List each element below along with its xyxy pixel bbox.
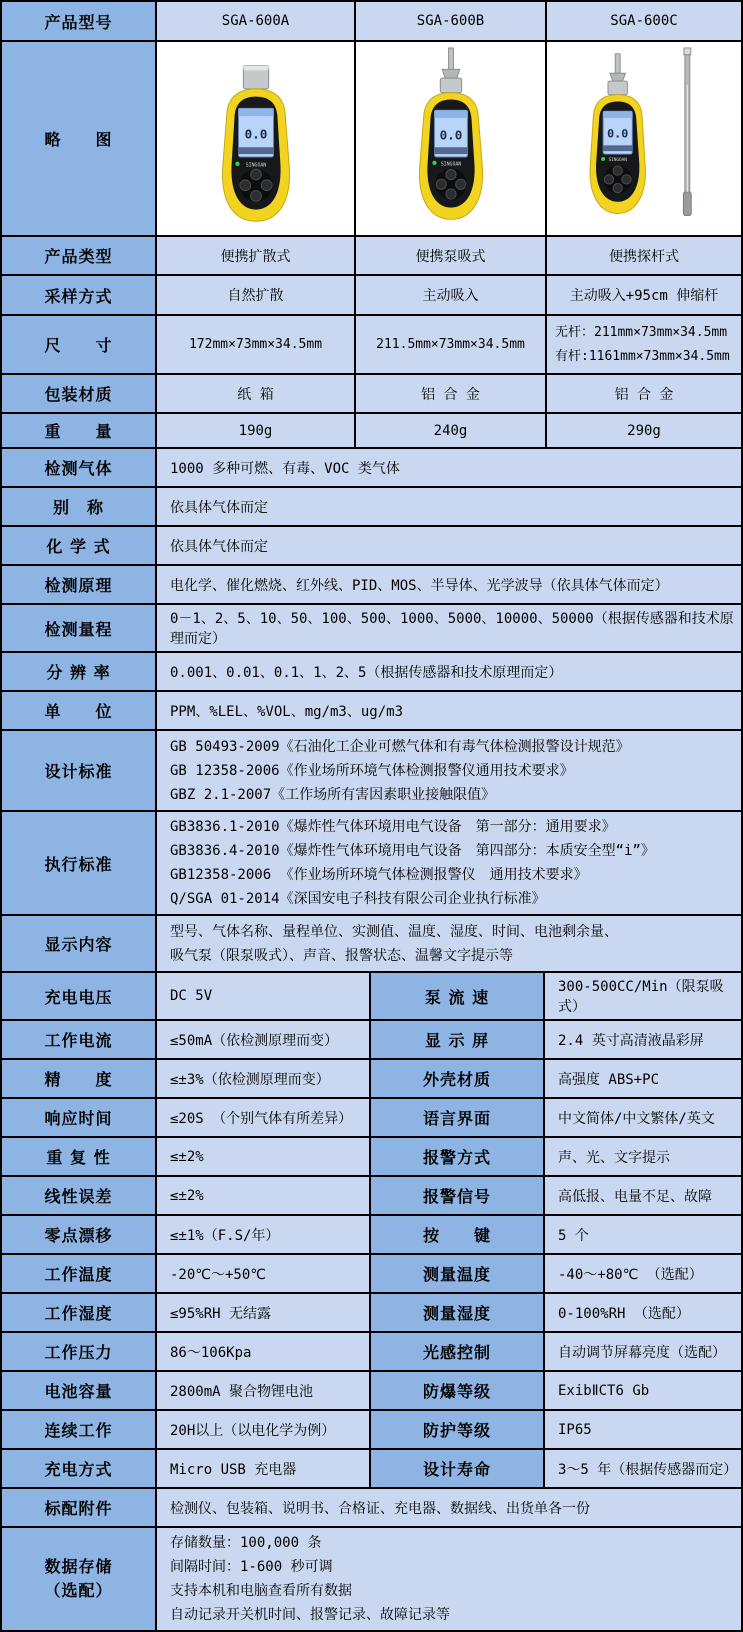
row-value-left: ≤95%RH 无结露 [155,1294,369,1331]
device-image-sga-600c [545,42,741,235]
sampling-c: 主动吸入+95cm 伸缩杆 [545,276,741,314]
row-label: 别 称 [2,488,155,525]
table-row-sketch [2,40,741,235]
table-row-size [2,314,741,373]
table-row-product-model [2,2,741,40]
row-value-left: ≤20S （个别气体有所差异） [155,1099,369,1136]
row-value: 1000 多种可燃、有毒、VOC 类气体 [155,449,741,486]
size-a: 172mm×73mm×34.5mm [155,316,354,373]
display-line: 型号、气体名称、量程单位、实测值、温度、湿度、时间、电池剩余量、 [170,923,618,940]
table-row-weight [2,412,741,447]
table-row [2,690,741,729]
row-label-right: 显 示 屏 [369,1021,543,1058]
brand-text: SINGOAN [440,161,461,168]
standard-line: GB3836.1-2010《爆炸性气体环境用电气设备 第一部分：通用要求》 [170,819,616,835]
screen-reading: 0.0 [607,126,629,141]
standard-line: GB12358-2006 《作业场所环境气体检测报警仪 通用技术要求》 [170,867,588,883]
device-b-illustration [376,46,526,231]
device-image-sga-600b [354,42,545,235]
row-label-right: 防护等级 [369,1411,543,1448]
size-b: 211.5mm×73mm×34.5mm [354,316,545,373]
storage-label-line1: 数据存储 [44,1557,113,1576]
row-label: 设计标准 [2,731,155,810]
row-label-right: 测量温度 [369,1255,543,1292]
row-value: 0－1、2、5、10、50、100、500、1000、5000、10000、50000（根据传感器和技术原理而定） [155,605,741,651]
row-value: 电化学、催化燃烧、红外线、PID、MOS、半导体、光学波导（依具体气体而定） [155,566,741,603]
table-row [2,1019,741,1058]
row-label-left: 工作湿度 [2,1294,155,1331]
pack-a: 纸 箱 [155,375,354,412]
row-label-right: 防爆等级 [369,1372,543,1409]
table-row [2,1097,741,1136]
sampling-a: 自然扩散 [155,276,354,314]
row-value-left: ≤±1%（F.S/年） [155,1216,369,1253]
row-value-left: ≤±2% [155,1177,369,1214]
row-value-left: ≤±2% [155,1138,369,1175]
row-label: 重 量 [2,414,155,447]
table-row [2,1370,741,1409]
row-label-left: 工作温度 [2,1255,155,1292]
row-value-left: ≤50mA（依检测原理而变） [155,1021,369,1058]
table-row-product-type [2,235,741,274]
row-value-right: 2.4 英寸高清液晶彩屏 [543,1021,741,1058]
standard-line: GB3836.4-2010《爆炸性气体环境用电气设备 第四部分：本质安全型“i”》 [170,843,655,859]
row-label-left: 工作压力 [2,1333,155,1370]
row-value: 依具体气体而定 [155,488,741,525]
row-value-left: ≤±3%（依检测原理而变） [155,1060,369,1097]
device-probe-tube [448,48,453,69]
row-value [155,1528,741,1630]
table-row [2,1409,741,1448]
row-label [2,1528,155,1630]
weight-c: 290g [545,414,741,447]
type-c: 便携探杆式 [545,237,741,274]
row-label-left: 线性误差 [2,1177,155,1214]
display-line: 吸气泵（限泵吸式）、声音、报警状态、温馨文字提示等 [170,947,513,964]
size-c [545,316,741,373]
table-row [2,1214,741,1253]
screen-reading: 0.0 [439,127,462,143]
telescopic-rod-tip [684,48,691,55]
row-label: 检测原理 [2,566,155,603]
storage-line: 自动记录开关机时间、报警记录、故障记录等 [170,1607,450,1623]
row-value-right: IP65 [543,1411,741,1448]
row-label: 标配附件 [2,1489,155,1526]
table-row [2,1175,741,1214]
row-label-left: 电池容量 [2,1372,155,1409]
standard-line: GB 50493-2009《石油化工企业可燃气体和有毒气体检测报警设计规范》 [170,738,630,755]
row-value: 依具体气体而定 [155,527,741,564]
row-label-right: 光感控制 [369,1333,543,1370]
storage-label-line2: （选配） [44,1581,113,1600]
table-row [2,1253,741,1292]
row-label: 化 学 式 [2,527,155,564]
table-row-display-content [2,914,741,971]
table-row-accessories [2,1487,741,1526]
brand-text: SINGOAN [608,157,627,163]
row-label-right: 按 键 [369,1216,543,1253]
row-label-right: 语言界面 [369,1099,543,1136]
row-label-right: 设计寿命 [369,1450,543,1487]
model-a-cell: SGA-600A [155,2,354,40]
row-label: 产品类型 [2,237,155,274]
size-c-line1: 无杆：211mm×73mm×34.5mm [555,324,728,340]
row-value-right: 3～5 年（根据传感器而定） [543,1450,741,1487]
row-value-right: ExibⅡCT6 Gb [543,1372,741,1409]
row-label-left: 精 度 [2,1060,155,1097]
row-label: 分 辨 率 [2,653,155,690]
screen-reading: 0.0 [244,126,267,142]
table-row [2,1136,741,1175]
pack-c: 铝 合 金 [545,375,741,412]
row-value-right: -40～+80℃ （选配） [543,1255,741,1292]
table-row [2,1331,741,1370]
row-value: 0.001、0.01、0.1、1、2、5（根据传感器和技术原理而定） [155,653,741,690]
row-label: 检测量程 [2,605,155,651]
status-led [601,157,605,161]
row-value: PPM、%LEL、%VOL、mg/m3、ug/m3 [155,692,741,729]
row-label-right: 测量湿度 [369,1294,543,1331]
row-value-left: 2800mA 聚合物锂电池 [155,1372,369,1409]
row-label: 采样方式 [2,276,155,314]
brand-text: SINGOAN [245,162,266,169]
row-value-left: 20H以上（以电化学为例） [155,1411,369,1448]
model-b-cell: SGA-600B [354,2,545,40]
row-label-right: 报警信号 [369,1177,543,1214]
sampling-b: 主动吸入 [354,276,545,314]
size-c-line2: 有杆:1161mm×73mm×34.5mm [555,348,730,364]
table-row-sampling [2,274,741,314]
row-label-left: 响应时间 [2,1099,155,1136]
row-label: 包装材质 [2,375,155,412]
device-probe-base [440,78,461,93]
row-value-right: 中文简体/中文繁体/英文 [543,1099,741,1136]
weight-a: 190g [155,414,354,447]
row-value-right: 5 个 [543,1216,741,1253]
table-row [2,564,741,603]
row-value-right: 高低报、电量不足、故障 [543,1177,741,1214]
table-row [2,447,741,486]
row-value [155,916,741,971]
standard-line: Q/SGA 01-2014《深国安电子科技有限公司企业执行标准》 [170,891,546,907]
table-row-design-standard [2,729,741,810]
type-a: 便携扩散式 [155,237,354,274]
storage-line: 支持本机和电脑查看所有数据 [170,1583,352,1599]
status-led [432,161,436,165]
storage-line: 存储数量：100,000 条 [170,1535,322,1551]
row-value [155,731,741,810]
row-label-left: 充电方式 [2,1450,155,1487]
row-label: 单 位 [2,692,155,729]
status-led [235,162,239,166]
model-c-cell: SGA-600C [545,2,741,40]
row-label-left: 充电电压 [2,973,155,1019]
pack-b: 铝 合 金 [354,375,545,412]
table-row [2,1292,741,1331]
row-value: 检测仪、包装箱、说明书、合格证、充电器、数据线、出货单各一份 [155,1489,741,1526]
row-label: 检测气体 [2,449,155,486]
row-value-left: DC 5V [155,973,369,1019]
row-label: 尺 寸 [2,316,155,373]
row-label-left: 重 复 性 [2,1138,155,1175]
row-label-left: 零点漂移 [2,1216,155,1253]
table-row-packing [2,373,741,412]
table-row-execution-standard [2,810,741,914]
table-row [2,603,741,651]
table-row [2,1448,741,1487]
table-row [2,486,741,525]
table-row [2,525,741,564]
row-label-right: 报警方式 [369,1138,543,1175]
standard-line: GB 12358-2006《作业场所环境气体检测报警仪通用技术要求》 [170,762,574,779]
table-row [2,1058,741,1097]
row-label-left: 连续工作 [2,1411,155,1448]
row-label-right: 泵 流 速 [369,973,543,1019]
row-value-left: -20℃～+50℃ [155,1255,369,1292]
device-a-illustration [181,46,331,231]
row-value-right: 自动调节屏幕亮度（选配） [543,1333,741,1370]
row-value-right: 0-100%RH （选配） [543,1294,741,1331]
row-label: 产品型号 [2,2,155,40]
device-probe-tube [615,54,620,73]
type-b: 便携泵吸式 [354,237,545,274]
row-value-left: 86～106Kpa [155,1333,369,1370]
row-label-left: 工作电流 [2,1021,155,1058]
weight-b: 240g [354,414,545,447]
table-row [2,971,741,1019]
device-image-sga-600a [155,42,354,235]
row-value-right: 300-500CC/Min（限泵吸式） [543,973,741,1019]
row-value-right: 声、光、文字提示 [543,1138,741,1175]
table-row [2,651,741,690]
row-value-right: 高强度 ABS+PC [543,1060,741,1097]
row-label: 略 图 [2,42,155,235]
row-label: 显示内容 [2,916,155,971]
standard-line: GBZ 2.1-2007《工作场所有害因素职业接触限值》 [170,786,496,803]
device-probe-base [608,81,627,95]
row-value [155,812,741,914]
storage-line: 间隔时间：1-600 秒可调 [170,1559,333,1575]
row-value-left: Micro USB 充电器 [155,1450,369,1487]
device-c-illustration [559,46,729,231]
row-label-right: 外壳材质 [369,1060,543,1097]
row-label: 执行标准 [2,812,155,914]
